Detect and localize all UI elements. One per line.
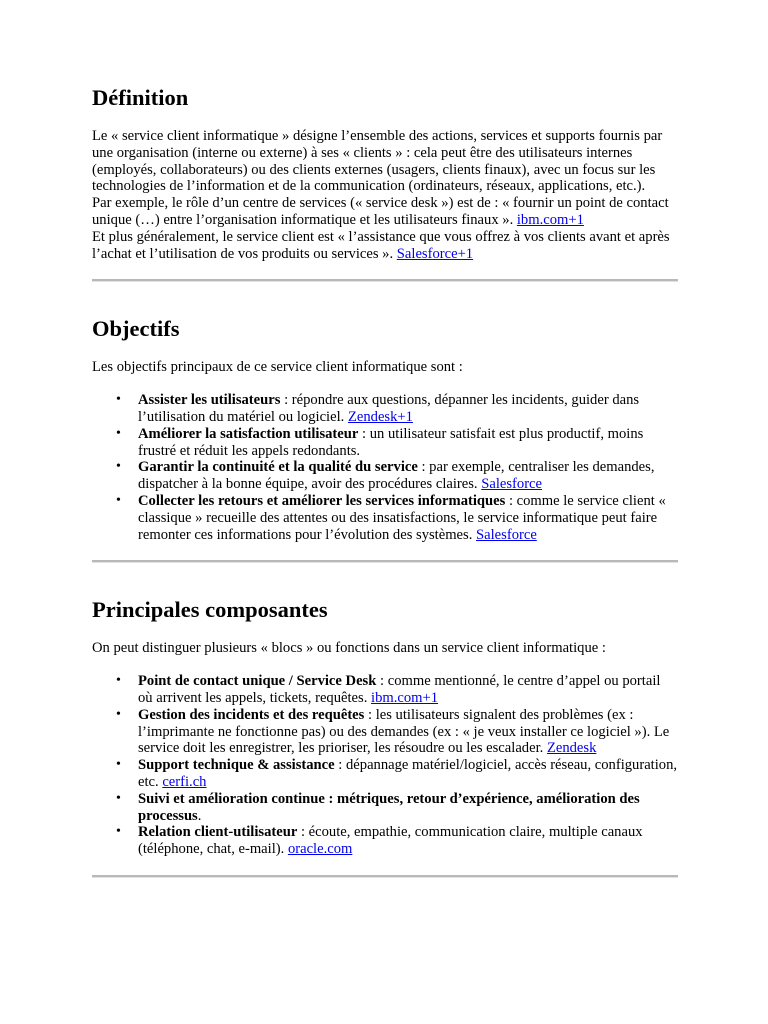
item-title: Collecter les retours et améliorer les services informatiques bbox=[138, 492, 506, 509]
section-divider bbox=[92, 279, 678, 282]
objectifs-intro: Les objectifs principaux de ce service client informatique sont : bbox=[92, 359, 463, 376]
item-link[interactable]: oracle.com bbox=[287, 841, 353, 858]
item-link[interactable]: Salesforce bbox=[476, 526, 537, 543]
bullet-icon: • bbox=[116, 425, 121, 441]
heading-definition: Définition bbox=[92, 85, 189, 110]
bullet-icon: • bbox=[116, 459, 121, 475]
section-definition bbox=[92, 84, 678, 262]
list-item bbox=[116, 757, 678, 791]
item-title: Améliorer la satisfaction utilisateur bbox=[138, 425, 359, 442]
item-text: : comme le service client « classique » recueille des attentes ou des insatisfactions, le service informatique peut faire remonter ces informations pour l’évolution des systèmes. bbox=[138, 492, 666, 543]
item-text: : les utilisateurs signalent des problèmes (ex : l’imprimante ne fonctionne pas) ou des demandes (ex : « je veux installer ce logiciel »). Le service doit les enregistrer, les prioriser, les résoudre ou les escalader. bbox=[138, 706, 670, 757]
heading-objectifs: Objectifs bbox=[92, 316, 180, 342]
document-content bbox=[92, 84, 678, 878]
heading-composantes: Principales composantes bbox=[92, 597, 328, 623]
section-composantes bbox=[92, 596, 678, 858]
item-text: : dépannage matériel/logiciel, accès réseau, configuration, etc. bbox=[138, 757, 678, 790]
bullet-icon: • bbox=[116, 790, 121, 806]
objectifs-list bbox=[92, 392, 678, 543]
link-salesforce[interactable]: Salesforce+1 bbox=[396, 245, 474, 262]
item-link[interactable]: cerfi.ch bbox=[162, 773, 207, 790]
definition-text-1: Le « service client informatique » désigne l’ensemble des actions, services et supports fournis par une organisation (interne ou externe) à ses « clients » : cela peut être des utilisateurs internes (employés, collaborateurs) ou des clients externes (usagers, clients finaux), avec un focus sur les technologies de l’information et de la communication (ordinateurs, réseaux, applications, etc.). bbox=[92, 128, 663, 195]
item-title: Relation client-utilisateur bbox=[138, 824, 298, 841]
bullet-icon: • bbox=[116, 757, 121, 773]
item-link[interactable]: Zendesk bbox=[546, 740, 597, 757]
definition-text-2: Par exemple, le rôle d’un centre de services (« service desk ») est de : « fournir un point de contact unique (…) entre l’organisation informatique et les utilisateurs finaux ». bbox=[92, 195, 669, 228]
list-item bbox=[116, 673, 678, 707]
item-title: Garantir la continuité et la qualité du service bbox=[138, 459, 418, 476]
bullet-icon: • bbox=[116, 706, 121, 722]
item-title: Support technique & assistance bbox=[138, 757, 335, 774]
item-title: Assister les utilisateurs bbox=[138, 392, 281, 409]
item-text: : répondre aux questions, dépanner les incidents, guider dans l’utilisation du matériel ou logiciel. bbox=[138, 392, 640, 425]
list-item bbox=[116, 425, 678, 460]
item-text: . bbox=[197, 807, 202, 824]
bullet-icon: • bbox=[116, 673, 121, 689]
list-item bbox=[116, 392, 678, 426]
item-text: : comme mentionné, le centre d’appel ou portail où arrivent les appels, tickets, requêtes. bbox=[138, 673, 661, 706]
section-divider bbox=[92, 560, 678, 563]
section-objectifs bbox=[92, 315, 678, 543]
item-title: Gestion des incidents et des requêtes bbox=[138, 706, 365, 723]
list-item bbox=[116, 706, 678, 757]
composantes-list bbox=[92, 673, 678, 858]
definition-text-3: Et plus généralement, le service client est « l’assistance que vous offrez à vos clients avant et après l’achat et l’utilisation de vos produits ou services ». bbox=[92, 228, 670, 262]
link-ibm[interactable]: ibm.com+1 bbox=[516, 211, 584, 228]
composantes-intro: On peut distinguer plusieurs « blocs » ou fonctions dans un service client informatique : bbox=[92, 640, 606, 657]
list-item bbox=[116, 824, 678, 858]
list-item bbox=[116, 459, 678, 493]
item-title: Suivi et amélioration continue : métriques, retour d’expérience, amélioration des processus bbox=[138, 790, 640, 824]
definition-paragraph bbox=[92, 128, 678, 262]
bullet-icon: • bbox=[116, 392, 121, 408]
item-text: : par exemple, centraliser les demandes, dispatcher à la bonne équipe, avoir des procédures claires. bbox=[138, 459, 655, 493]
item-text: : un utilisateur satisfait est plus productif, moins frustré et réduit les appels redondants. bbox=[138, 425, 644, 459]
bullet-icon: • bbox=[116, 492, 121, 508]
list-item bbox=[116, 492, 678, 543]
item-link[interactable]: Salesforce bbox=[481, 476, 543, 493]
bullet-icon: • bbox=[116, 824, 121, 840]
item-text: : écoute, empathie, communication claire, multiple canaux (téléphone, chat, e-mail). bbox=[138, 824, 643, 858]
item-link[interactable]: Zendesk+1 bbox=[347, 408, 413, 425]
section-divider bbox=[92, 875, 678, 878]
list-item bbox=[116, 790, 678, 825]
item-title: Point de contact unique / Service Desk bbox=[138, 673, 377, 690]
item-link[interactable]: ibm.com+1 bbox=[371, 689, 439, 706]
